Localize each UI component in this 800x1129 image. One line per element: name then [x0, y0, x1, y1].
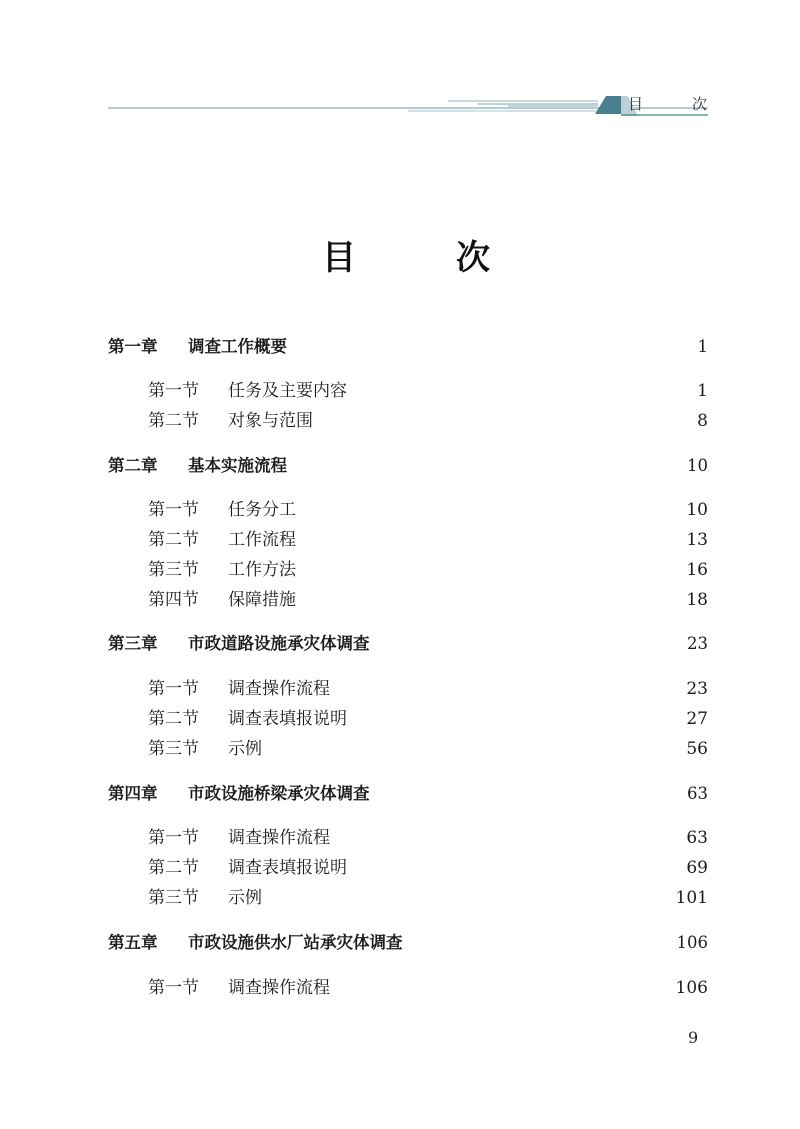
toc-entry-page: 63 — [686, 828, 708, 848]
toc-entry-number: 第四章 — [108, 784, 158, 803]
toc-entry-title: 调查表填报说明 — [228, 709, 347, 729]
toc-entry-number: 第三章 — [108, 634, 158, 653]
toc-entry-page: 23 — [686, 679, 708, 699]
toc-section-row[interactable] — [148, 408, 708, 434]
page-title-char-1: 目 — [322, 238, 356, 278]
toc-dot-leader — [372, 781, 684, 807]
toc-entry-number: 第二节 — [148, 858, 199, 878]
toc-dot-leader — [315, 408, 692, 434]
toc-entry-title: 市政设施供水厂站承灾体调查 — [188, 933, 403, 952]
toc-dot-leader — [298, 497, 682, 523]
toc-dot-leader — [289, 453, 683, 479]
toc-entry-page: 27 — [686, 709, 708, 729]
toc-entry-title: 示例 — [228, 739, 262, 759]
toc-dot-leader — [405, 930, 673, 956]
toc-chapter-row[interactable] — [108, 334, 708, 360]
toc-entry-page: 1 — [697, 381, 708, 401]
toc-entry-title: 市政道路设施承灾体调查 — [188, 634, 370, 653]
toc-entry-page: 16 — [686, 560, 708, 580]
toc-dot-leader — [332, 676, 682, 702]
toc-entry-title: 示例 — [228, 888, 262, 908]
page-title-char-2: 次 — [456, 238, 490, 278]
toc-entry-title: 工作流程 — [228, 530, 296, 550]
toc-chapter-row[interactable] — [108, 453, 708, 479]
toc-entry-title: 调查操作流程 — [228, 679, 330, 699]
toc-entry-number: 第二节 — [148, 411, 199, 431]
toc-entry-title: 调查操作流程 — [228, 828, 330, 848]
toc-entry-title: 调查表填报说明 — [228, 858, 347, 878]
toc-section-row[interactable] — [148, 885, 708, 911]
toc-chapter-row[interactable] — [108, 930, 708, 956]
toc-entry-page: 63 — [687, 784, 708, 803]
toc-entry-page: 1 — [697, 337, 708, 356]
toc-entry-page: 106 — [676, 933, 708, 952]
toc-entry-title: 调查操作流程 — [228, 978, 330, 998]
toc-section-row[interactable] — [148, 825, 708, 851]
toc-entry-page: 10 — [687, 456, 708, 475]
toc-section-row[interactable] — [148, 378, 708, 404]
toc-chapter-row[interactable] — [108, 781, 708, 807]
toc-section-row[interactable] — [148, 497, 708, 523]
toc-entry-page: 106 — [675, 978, 708, 998]
toc-entry-title: 基本实施流程 — [188, 456, 287, 475]
toc-entry-number: 第三节 — [148, 560, 199, 580]
toc-entry-number: 第二章 — [108, 456, 158, 475]
toc-entry-title: 市政设施桥梁承灾体调查 — [188, 784, 370, 803]
toc-entry-page: 8 — [697, 411, 708, 431]
toc-dot-leader — [298, 557, 682, 583]
toc-entry-number: 第一节 — [148, 679, 199, 699]
toc-dot-leader — [289, 334, 692, 360]
toc-entry-title: 保障措施 — [228, 590, 296, 610]
toc-entry-number: 第二节 — [148, 709, 199, 729]
toc-section-row[interactable] — [148, 736, 708, 762]
toc-dot-leader — [349, 378, 692, 404]
toc-entry-page: 69 — [686, 858, 708, 878]
toc-entry-number: 第三节 — [148, 888, 199, 908]
toc-entry-number: 第五章 — [108, 933, 158, 952]
toc-entry-title: 调查工作概要 — [188, 337, 287, 356]
toc-entry-page: 56 — [686, 739, 708, 759]
toc-entry-number: 第一节 — [148, 828, 199, 848]
toc-dot-leader — [264, 885, 672, 911]
toc-entry-page: 23 — [687, 634, 708, 653]
toc-dot-leader — [264, 736, 682, 762]
header-label-first: 目 — [628, 95, 644, 113]
toc-dot-leader — [372, 631, 684, 657]
page-number: 9 — [688, 1028, 699, 1047]
toc-entry-number: 第三节 — [148, 739, 199, 759]
toc-entry-number: 第四节 — [148, 590, 199, 610]
toc-entry-title: 对象与范围 — [228, 411, 313, 431]
toc-entry-page: 101 — [675, 888, 708, 908]
toc-entry-title: 任务及主要内容 — [228, 381, 347, 401]
toc-section-row[interactable] — [148, 855, 708, 881]
toc-entry-page: 18 — [686, 590, 708, 610]
toc-dot-leader — [298, 527, 682, 553]
toc-section-row[interactable] — [148, 676, 708, 702]
toc-section-row[interactable] — [148, 975, 708, 1001]
toc-entry-title: 任务分工 — [228, 500, 296, 520]
toc-dot-leader — [332, 975, 672, 1001]
toc-entry-page: 13 — [686, 530, 708, 550]
toc-entry-number: 第二节 — [148, 530, 199, 550]
toc-section-row[interactable] — [148, 587, 708, 613]
toc-chapter-row[interactable] — [108, 631, 708, 657]
toc-section-row[interactable] — [148, 557, 708, 583]
toc-entry-title: 工作方法 — [228, 560, 296, 580]
toc-entry-number: 第一节 — [148, 500, 199, 520]
toc-dot-leader — [332, 825, 682, 851]
toc-entry-page: 10 — [686, 500, 708, 520]
toc-entry-number: 第一章 — [108, 337, 158, 356]
toc-section-row[interactable] — [148, 706, 708, 732]
toc-dot-leader — [298, 587, 682, 613]
header-label-second: 次 — [692, 95, 708, 113]
toc-dot-leader — [349, 855, 682, 881]
toc-dot-leader — [349, 706, 682, 732]
toc-entry-number: 第一节 — [148, 381, 199, 401]
toc-section-row[interactable] — [148, 527, 708, 553]
toc-entry-number: 第一节 — [148, 978, 199, 998]
